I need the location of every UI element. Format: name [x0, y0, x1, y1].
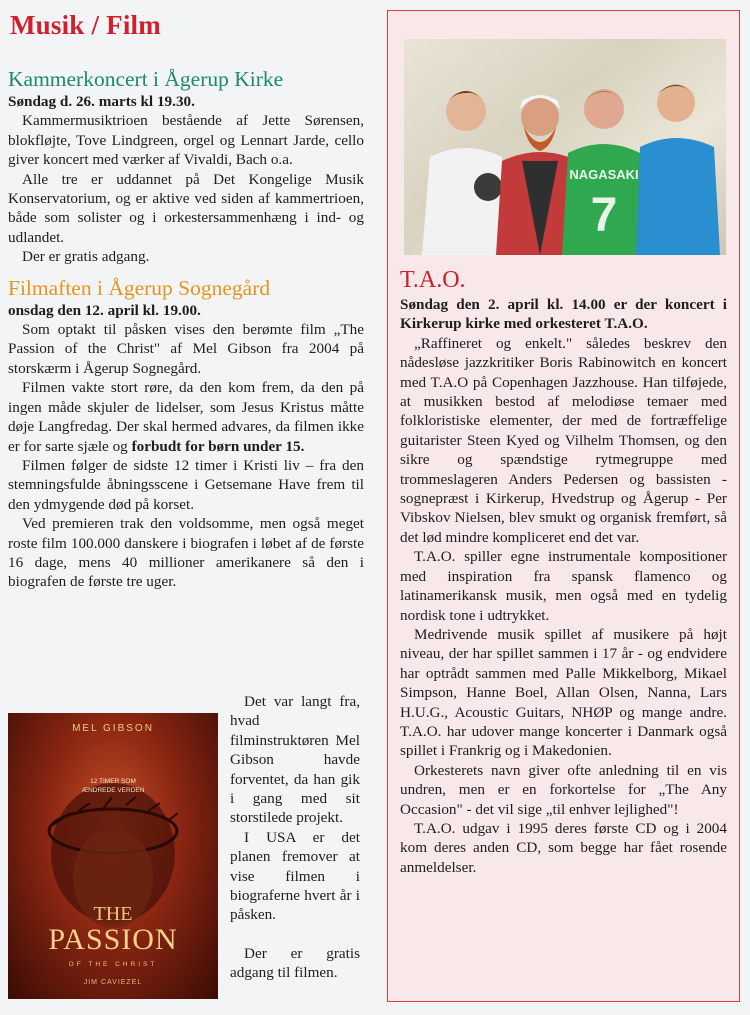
side-paragraph: I USA er det planen fremover at vise filmen i biograferne hvert år i påsken. [230, 828, 360, 924]
poster-subtitle: OF THE CHRIST [68, 961, 158, 968]
poster-star: MEL GIBSON [72, 723, 154, 734]
article3-heading: T.A.O. [400, 267, 466, 293]
article3-paragraph: T.A.O. udgav i 1995 deres første CD og i 2004 kom deres anden CD, som begge har fået rosende anmeldelser. [400, 819, 727, 876]
article1-paragraph: Der er gratis adgang. [22, 248, 150, 266]
article2-paragraph: Som optakt til påsken vises den berømte film „The Passion of the Christ" af Mel Gibson fra 2004 på storskærm i Ågerup Sognegård. [8, 321, 364, 377]
poster-side-text [230, 692, 360, 983]
article3-paragraph: T.A.O. spiller egne instrumentale kompositioner med inspiration fra spansk flamenco og latinamerikansk musik, men også med en tydelig nordisk tone i udtrykket. [400, 548, 727, 624]
article3-paragraph: Medrivende musik spillet af musikere på højt niveau, der har spillet sammen i 17 år - og endvidere har optrådt sammen med Palle Mikkelborg, Mikael Simpson, Hanne Boel, Allan Olsen, Nanna, Lars H.U.G., Acoustic Guitars, NHØP og mange andre. T.A.O. har udover mange koncerter i Danmark også spillet i Frankrig og i Makedonien. [400, 625, 727, 760]
side-paragraph: Det var langt fra, hvad filminstruktøren Mel Gibson havde forventet, da han gik i gang med sit storstilede projekt. [230, 693, 360, 827]
tao-article [400, 265, 727, 877]
article1-date: Søndag d. 26. marts kl 19.30. [8, 93, 195, 110]
article2-date: onsdag den 12. april kl. 19.00. [8, 301, 201, 319]
article3-paragraph: „Raffineret og enkelt." således beskrev den nådesløse jazzkritiker Boris Rabinowitch en koncert med T.A.O på Copenhagen Jazzhouse. Han tilføjede, at musikken bestod af melodiøse temaer med folkloristiske elementer, der med de fortræffelige guitarister Steen Kyed og Vilhelm Thomsen, og den sikre og spændstige rytmegruppe med trommeslageren Anders Pedersen og bassisten - sognepræst i Kirkerup, Hvedstrup og Ågerup - Per Vibskov Nielsen, blev smukt og organisk fremført, så det lød mindre kompliceret end det var. [400, 334, 727, 546]
article1-heading: Kammerkoncert i Ågerup Kirke [8, 67, 284, 91]
article3-date: Søndag den 2. april kl. 14.00 er der koncert i Kirkerup kirke med orkesteret T.A.O. [400, 296, 727, 333]
article2-paragraph: Ved premieren trak den voldsomme, men også meget roste film 100.000 danskere i biografen i løbet af de første 16 dage, mens 40 millioner amerikanere så den i biografen de første tre uger. [8, 515, 364, 591]
article1-paragraph: Kammermusiktrioen bestående af Jette Sørensen, blokfløjte, Tove Lindgreen, orgel og Lennart Jarde, cello giver koncert med værker af Vivaldi, Bach o.a. [8, 112, 364, 169]
band-photo-illustration [404, 39, 726, 255]
poster-title: PASSION [48, 923, 178, 956]
shirt-number: 7 [590, 189, 618, 242]
side-paragraph: Der er gratis adgang til filmen. [230, 944, 360, 982]
poster-title-the: THE [93, 903, 133, 925]
band-photo [404, 39, 726, 255]
article2-heading: Filmaften i Ågerup Sognegård [8, 275, 271, 300]
article1-paragraph: Alle tre er uddannet på Det Kongelige Musik Konservatorium, og er aktive ved siden af kammertrioen, både som solister og i orkestersammenhæng i ind- og udlandet. [8, 170, 364, 246]
poster-cast: JIM CAVIEZEL [83, 979, 143, 986]
shirt-text: NAGASAKI [569, 167, 639, 182]
age-warning: forbudt for børn under 15. [131, 437, 305, 455]
article3-paragraph: Orkesterets navn giver ofte anledning til en vis undren, men er en forkortelse for „The Any Occasion" - det vil sige „til enhver lejlighed"! [400, 761, 727, 818]
article2-paragraph: Filmen følger de sidste 12 timer i Kristi liv – fra den stemningsfulde åbningsscene i Getsemane Have frem til den ydmygende død på korset. [8, 456, 364, 513]
article2-paragraph [8, 378, 364, 456]
page-title: Musik / Film [10, 10, 161, 40]
left-column [8, 66, 364, 592]
article2-p2-text: Filmen vakte stort røre, da den kom frem, da den på ingen måde skjuler de lidelser, som Jesus Kristus måtte døje Langfredag. Der skal hermed advares, da filmen ikke er for sarte sjæle og [8, 379, 364, 455]
poster-tagline: 12 TIMER SOM ÆNDREDE VERDEN [81, 778, 145, 794]
tao-box [387, 10, 740, 1002]
movie-poster [8, 713, 218, 999]
